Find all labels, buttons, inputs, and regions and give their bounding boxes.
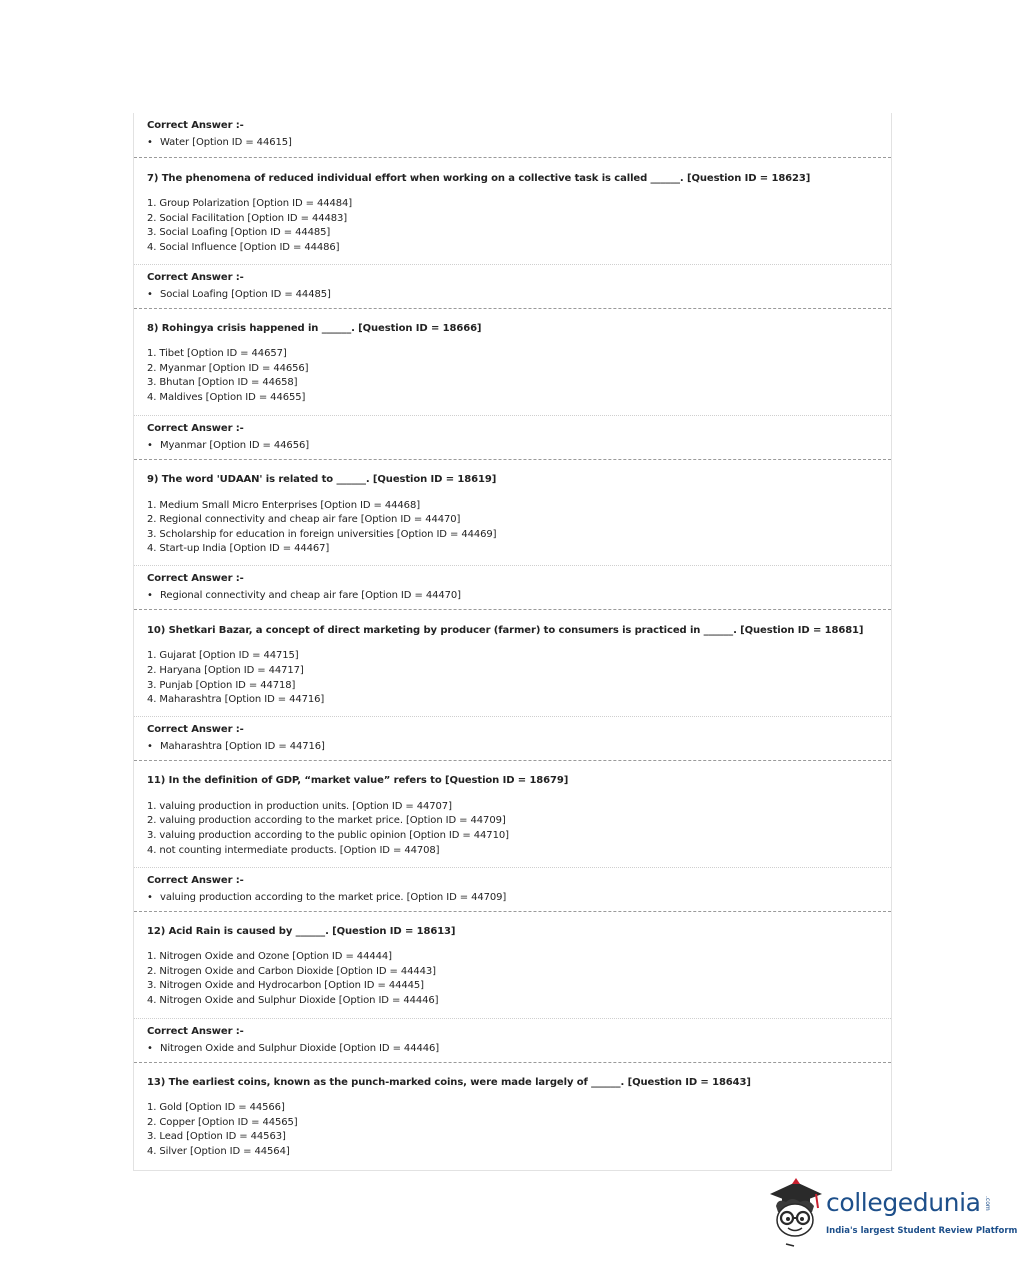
question-block-11: [134, 760, 891, 867]
question-block-13: [134, 1062, 891, 1171]
option-2: 2. Haryana [Option ID = 44717]: [147, 665, 304, 676]
answer-text: • Water [Option ID = 44615]: [147, 137, 292, 149]
option-1: 1. Gold [Option ID = 44566]: [147, 1102, 285, 1113]
answer-heading: Correct Answer :-: [147, 875, 244, 886]
option-1: 1. Tibet [Option ID = 44657]: [147, 348, 287, 359]
sheet-bottom-rule: [134, 1170, 891, 1171]
answer-text: • Nitrogen Oxide and Sulphur Dioxide [Option ID = 44446]: [147, 1043, 439, 1055]
option-4: 4. Maharashtra [Option ID = 44716]: [147, 694, 325, 705]
option-2: 2. Copper [Option ID = 44565]: [147, 1117, 298, 1128]
answer-block-10: [134, 716, 891, 760]
question-block-12: [134, 911, 891, 1018]
option-3: 3. valuing production according to the public opinion [Option ID = 44710]: [147, 830, 509, 841]
mascot-icon: [766, 1176, 824, 1248]
answer-heading: Correct Answer :-: [147, 724, 244, 735]
answer-heading: Correct Answer :-: [147, 423, 244, 434]
question-block-7: [134, 157, 891, 264]
option-4: 4. Nitrogen Oxide and Sulphur Dioxide [Option ID = 44446]: [147, 995, 439, 1006]
option-3: 3. Bhutan [Option ID = 44658]: [147, 377, 298, 388]
collegedunia-logo: [766, 1176, 1018, 1248]
option-3: 3. Nitrogen Oxide and Hydrocarbon [Option ID = 44445]: [147, 980, 424, 991]
option-1: 1. Medium Small Micro Enterprises [Option ID = 44468]: [147, 500, 421, 511]
question-title: 12) Acid Rain is caused by ______. [Question ID = 18613]: [147, 926, 456, 937]
answer-block-7: [134, 264, 891, 308]
question-title: 13) The earliest coins, known as the punch-marked coins, were made largely of ______. [Question ID = 18643]: [147, 1077, 751, 1088]
option-2: 2. valuing production according to the market price. [Option ID = 44709]: [147, 815, 506, 826]
answer-block-12: [134, 1018, 891, 1062]
answer-heading: Correct Answer :-: [147, 573, 244, 584]
brand-name: collegedunia: [826, 1188, 981, 1217]
option-2: 2. Nitrogen Oxide and Carbon Dioxide [Option ID = 44443]: [147, 966, 436, 977]
option-1: 1. valuing production in production units. [Option ID = 44707]: [147, 801, 452, 812]
answer-heading: Correct Answer :-: [147, 120, 244, 131]
option-4: 4. Maldives [Option ID = 44655]: [147, 392, 306, 403]
answer-block-6: [134, 113, 891, 157]
option-4: 4. not counting intermediate products. [Option ID = 44708]: [147, 845, 440, 856]
option-1: 1. Gujarat [Option ID = 44715]: [147, 650, 299, 661]
answer-text: • valuing production according to the market price. [Option ID = 44709]: [147, 892, 506, 904]
option-1: 1. Group Polarization [Option ID = 44484]: [147, 198, 353, 209]
option-3: 3. Lead [Option ID = 44563]: [147, 1131, 286, 1142]
answer-block-9: [134, 565, 891, 609]
answer-block-11: [134, 867, 891, 911]
question-sheet: [133, 113, 892, 1171]
answer-text: • Social Loafing [Option ID = 44485]: [147, 289, 331, 301]
option-3: 3. Punjab [Option ID = 44718]: [147, 680, 296, 691]
option-1: 1. Nitrogen Oxide and Ozone [Option ID = 44444]: [147, 951, 392, 962]
question-title: 9) The word 'UDAAN' is related to ______. [Question ID = 18619]: [147, 474, 497, 485]
question-block-9: [134, 459, 891, 565]
brand-suffix: .com: [984, 1196, 991, 1211]
option-3: 3. Scholarship for education in foreign universities [Option ID = 44469]: [147, 529, 497, 540]
option-2: 2. Regional connectivity and cheap air fare [Option ID = 44470]: [147, 514, 461, 525]
option-4: 4. Silver [Option ID = 44564]: [147, 1146, 290, 1157]
answer-text: • Regional connectivity and cheap air fare [Option ID = 44470]: [147, 590, 461, 602]
option-4: 4. Start-up India [Option ID = 44467]: [147, 543, 330, 554]
answer-block-8: [134, 415, 891, 459]
answer-text: • Maharashtra [Option ID = 44716]: [147, 741, 325, 753]
question-block-10: [134, 609, 891, 716]
brand-tagline: India's largest Student Review Platform: [826, 1226, 1018, 1236]
question-block-8: [134, 308, 891, 415]
option-4: 4. Social Influence [Option ID = 44486]: [147, 242, 340, 253]
question-title: 11) In the definition of GDP, “market value” refers to [Question ID = 18679]: [147, 775, 569, 786]
question-title: 8) Rohingya crisis happened in ______. [Question ID = 18666]: [147, 323, 482, 334]
option-3: 3. Social Loafing [Option ID = 44485]: [147, 227, 331, 238]
answer-text: • Myanmar [Option ID = 44656]: [147, 440, 309, 452]
option-2: 2. Social Facilitation [Option ID = 44483]: [147, 213, 348, 224]
option-2: 2. Myanmar [Option ID = 44656]: [147, 363, 309, 374]
question-title: 10) Shetkari Bazar, a concept of direct marketing by producer (farmer) to consumers is practiced in ______. [Question ID = 18681]: [147, 625, 864, 636]
question-title: 7) The phenomena of reduced individual effort when working on a collective task is called ______. [Question ID = 18623]: [147, 173, 811, 184]
answer-heading: Correct Answer :-: [147, 272, 244, 283]
answer-heading: Correct Answer :-: [147, 1026, 244, 1037]
